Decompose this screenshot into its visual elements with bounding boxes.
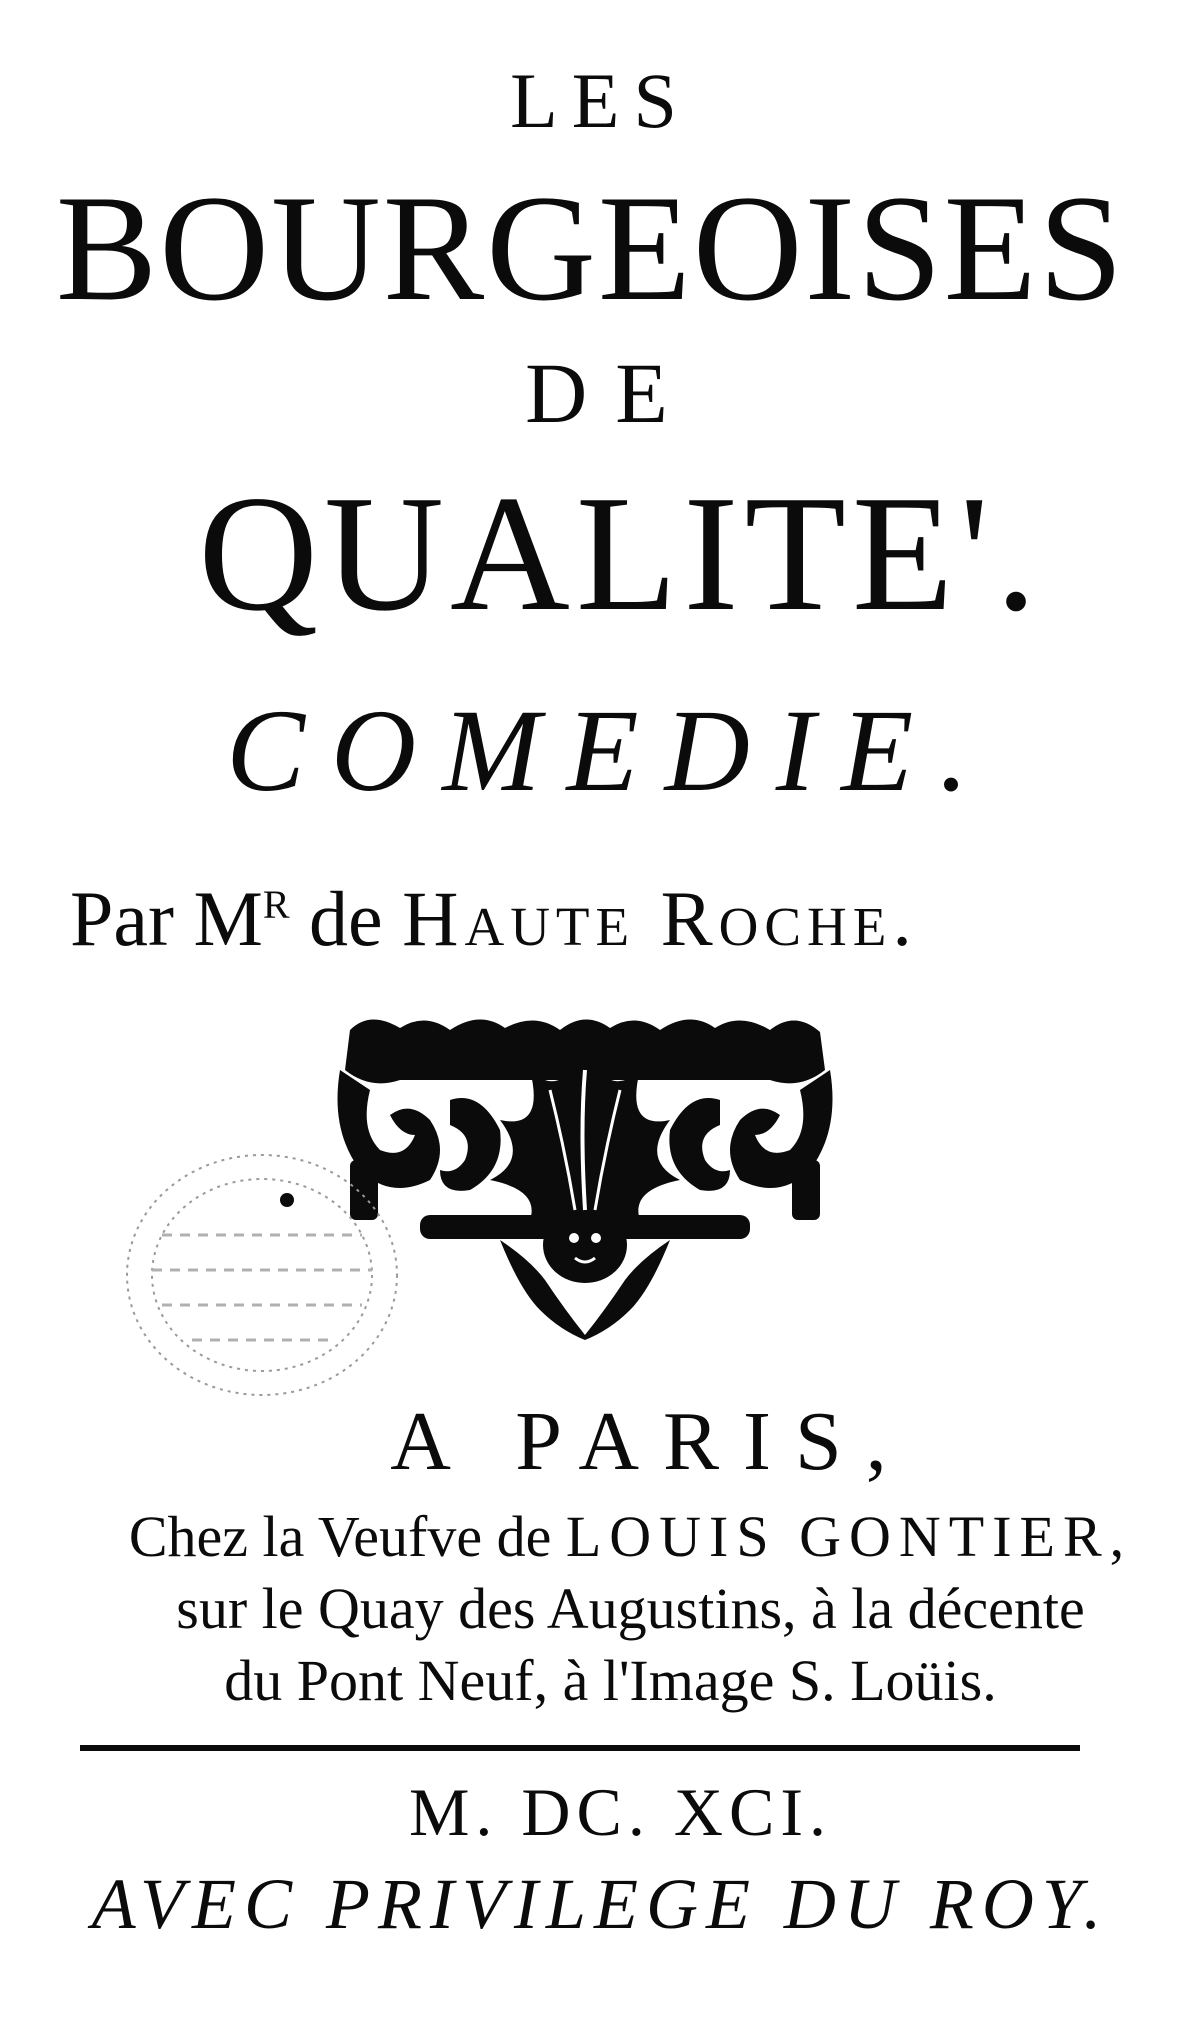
imprint-line-1-prefix: Chez la Veufve de [128,1504,566,1569]
author-name: Haute Roche. [402,875,918,962]
author-superscript: R [262,882,290,927]
title-line-de: DE [525,345,696,441]
author-line [70,875,1110,962]
title-line-qualite: QUALITE'. [198,461,1043,645]
imprint-line-1 [0,1504,1181,1569]
printer-name: LOUIS GONTIER, [565,1504,1133,1569]
author-prefix: Par M [70,875,263,962]
publication-year: M. DC. XCI. [408,1774,833,1850]
title-line-comedie: COMEDIE. [226,685,995,816]
library-stamp-icon [112,1140,412,1410]
author-de: de [289,875,403,962]
title-line-les: LES [510,57,691,144]
title-line-bourgeoises: BOURGEOISES [55,164,1126,332]
imprint-city: A PARIS, [390,1395,911,1488]
horizontal-rule [80,1745,1080,1751]
imprint-line-2: sur le Quay des Augustins, à la décente [176,1576,1085,1641]
imprint-line-3: du Pont Neuf, à l'Image S. Loüis. [224,1648,997,1713]
privilege-line: AVEC PRIVILEGE DU ROY. [91,1864,1110,1944]
